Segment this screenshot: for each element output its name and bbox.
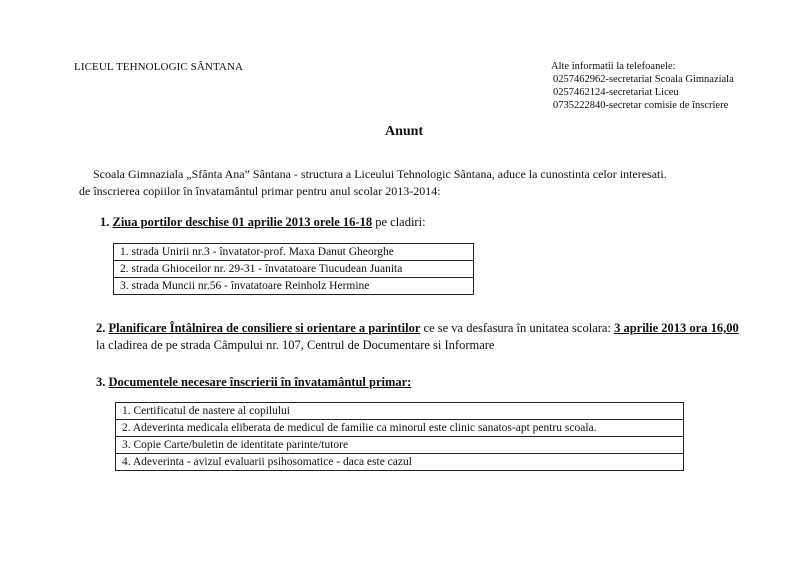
section-2-number: 2. [96,321,106,335]
intro-line-1: Scoala Gimnaziala „Sfânta Ana” Sântana - structura a Liceului Tehnologic Sântana, aduce la cunostinta celor interesati. [93,167,667,181]
table-row [116,454,684,471]
section-1-suffix: pe cladiri: [372,215,426,229]
section-2-paragraph [96,320,746,354]
intro-paragraph [79,166,667,200]
section-3-title: Documentele necesare înscrierii în învatamântul primar: [108,375,412,389]
table-cell: 3. strada Muncii nr.56 - învatatoare Reinholz Hermine [114,278,474,295]
document-title: Anunt [385,124,424,139]
table-cell: 3. Copie Carte/buletin de identitate parinte/tutore [116,437,684,454]
section-1-table [113,243,474,295]
contact-line-1: 0257462962-secretariat Scoala Gimnaziala [553,74,734,85]
table-row [116,420,684,437]
section-3-table [115,402,684,471]
table-cell: 1. Certificatul de nastere al copilului [116,403,684,420]
contact-line-2: 0257462124-secretariat Liceu [553,87,679,98]
section-3-heading [96,375,411,390]
table-row [114,278,474,295]
section-1-heading [100,215,426,230]
intro-line-2: de înscrierea copiilor în învatamântul primar pentru anul scolar 2013-2014: [79,184,441,198]
section-2-title: Planificare Întâlnirea de consiliere si orientare a parintilor [108,321,421,335]
section-1-number: 1. [100,215,110,229]
section-1-title: Ziua portilor deschise 01 aprilie 2013 orele 16-18 [112,215,373,229]
section-2-middle: ce se va desfasura în unitatea scolara: [420,321,615,335]
table-row [116,403,684,420]
table-cell: 1. strada Unirii nr.3 - învatator-prof. Maxa Danut Gheorghe [114,244,474,261]
table-row [116,437,684,454]
table-cell: 2. Adeverinta medicala eliberata de medicul de familie ca minorul este clinic sanatos-apt pentru scoala. [116,420,684,437]
table-row [114,261,474,278]
school-name: LICEUL TEHNOLOGIC SÂNTANA [74,61,244,73]
section-3-number: 3. [96,375,106,389]
contact-heading: Alte informatii la telefoanele: [551,61,676,72]
table-row [114,244,474,261]
contact-line-3: 0735222840-secretar comisie de înscriere [553,100,729,111]
section-2-tail: la cladirea de pe strada Câmpului nr. 107, Centrul de Documentare si Informare [96,338,495,352]
section-2-date: 3 aprilie 2013 ora 16,00 [614,321,739,335]
table-cell: 4. Adeverinta - avizul evaluarii psihosomatice - daca este cazul [116,454,684,471]
contact-info [551,60,734,112]
table-cell: 2. strada Ghioceilor nr. 29-31 - învatatoare Tiucudean Juanita [114,261,474,278]
